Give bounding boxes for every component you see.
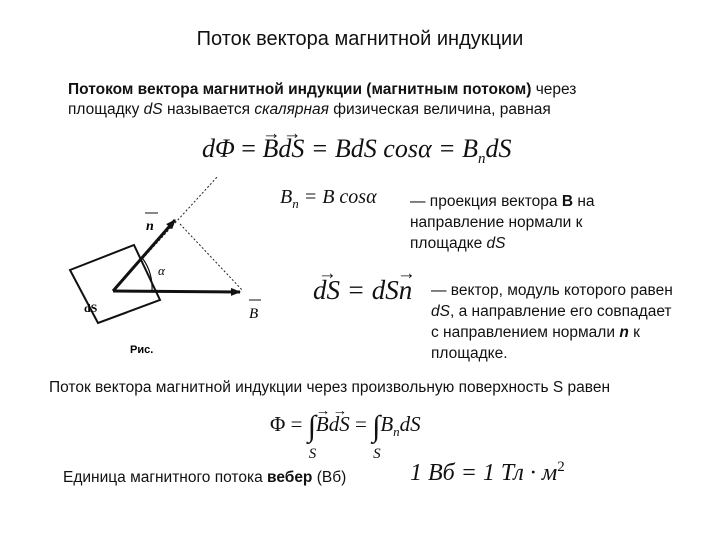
unit-text bbox=[63, 468, 346, 488]
integral-sign-1 bbox=[307, 410, 317, 462]
bn-alpha: α bbox=[366, 186, 377, 208]
formula-alpha: α bbox=[417, 134, 432, 163]
bn-b: B bbox=[280, 186, 293, 208]
unit-formula bbox=[410, 459, 565, 487]
intro-line-1-rest: через bbox=[531, 81, 577, 98]
unit-formula-lhs: 1 Вб bbox=[410, 460, 455, 486]
ds-eq: = dS bbox=[340, 275, 399, 305]
ds-desc-ds: dS bbox=[431, 303, 450, 320]
flux-phi: Φ bbox=[270, 412, 286, 436]
ds-label: dS bbox=[84, 301, 98, 315]
ds-desc-part2: , а направление его совпадает с направлением нормали bbox=[431, 303, 672, 341]
intro-ds: dS bbox=[143, 101, 163, 118]
page-title: Поток вектора магнитной индукции bbox=[196, 28, 524, 50]
arbitrary-surface-text: Поток вектора магнитной индукции через произвольную поверхность S равен bbox=[49, 379, 611, 396]
integral-1: ∫ bbox=[307, 410, 316, 443]
flux-bn-sub: n bbox=[393, 424, 400, 440]
unit-text-b: (Вб) bbox=[312, 469, 347, 486]
intro-scalar: скалярная bbox=[254, 101, 329, 118]
formula-tail: dS bbox=[485, 134, 512, 163]
flux-eq2: = bbox=[349, 412, 373, 436]
intro-text-c: физическая величина, равная bbox=[328, 101, 551, 118]
ds-n-vector: n → bbox=[399, 275, 413, 306]
vector-ds: dS → bbox=[278, 134, 304, 164]
flux-eq: = bbox=[285, 412, 308, 436]
bn-desc-b: B bbox=[561, 193, 574, 210]
ds-desc-part3: к площадке. bbox=[431, 324, 640, 362]
b-label: B bbox=[249, 306, 259, 322]
flux-bn: B bbox=[380, 412, 394, 436]
unit-weber: вебер bbox=[267, 469, 313, 486]
projection-dashed-line bbox=[180, 224, 243, 291]
bn-desc-part1: — проекция вектора bbox=[410, 193, 562, 210]
ds-desc-part1: — вектор, модуль которого равен bbox=[431, 282, 673, 299]
b-vector-arrow bbox=[113, 291, 240, 292]
integral-2-sub: S bbox=[373, 446, 381, 462]
definition-term: Потоком вектора магнитной индукции (магнитным потоком) bbox=[68, 81, 532, 98]
ds-vector-lhs: dS → bbox=[313, 275, 340, 306]
bn-desc-part2: на направление нормали к площадке bbox=[410, 193, 595, 252]
ds-desc-n: n bbox=[619, 324, 629, 341]
alpha-label: α bbox=[158, 263, 165, 278]
flux-b-vector: B → bbox=[316, 412, 329, 437]
unit-formula-sup: 2 bbox=[557, 459, 565, 475]
bn-desc-ds: dS bbox=[486, 235, 506, 252]
integral-sign-2 bbox=[372, 410, 381, 462]
formula-mid: = BdS cos bbox=[304, 134, 418, 163]
vector-b: B → bbox=[262, 134, 278, 164]
intro-text-b: называется bbox=[162, 101, 255, 118]
figure-caption: Рис. bbox=[130, 344, 154, 356]
flux-ds-vector: dS → bbox=[329, 412, 350, 437]
integral-1-sub: S bbox=[308, 446, 317, 462]
bn-rhs: = B cos bbox=[298, 186, 367, 208]
n-label: n bbox=[146, 219, 154, 234]
formula-eq: = bbox=[234, 134, 263, 163]
formula-bn: = B bbox=[431, 134, 479, 163]
normal-vector-arrow bbox=[113, 220, 175, 291]
formula-bn-sub: n bbox=[478, 151, 486, 168]
integral-2: ∫ bbox=[372, 410, 381, 443]
unit-text-a: Единица магнитного потока bbox=[63, 469, 267, 486]
unit-formula-rhs: = 1 Тл · м bbox=[454, 460, 558, 486]
bn-sub: n bbox=[292, 196, 299, 211]
flux-tail: dS bbox=[399, 412, 421, 436]
formula-flux-integral bbox=[270, 410, 421, 462]
intro-text-a: площадку bbox=[68, 101, 144, 118]
formula-lhs: dΦ bbox=[202, 134, 235, 163]
